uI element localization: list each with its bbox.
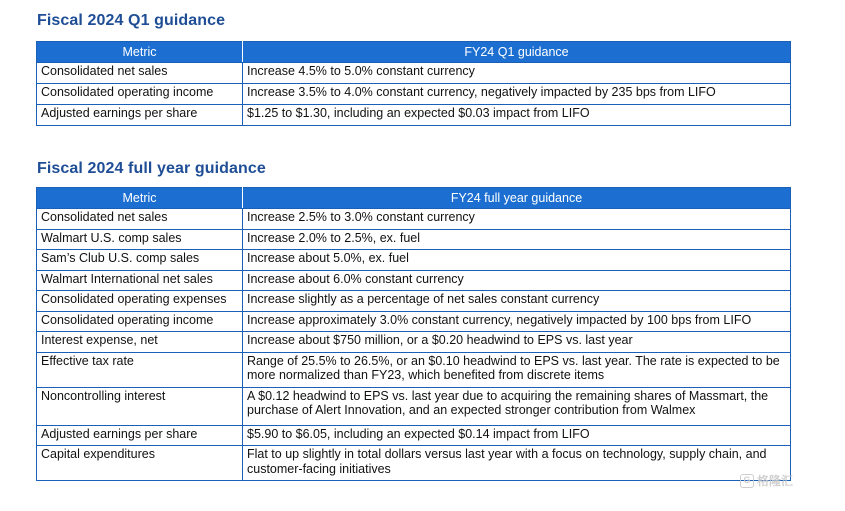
table-row — [37, 105, 791, 126]
guidance-cell: A $0.12 headwind to EPS vs. last year due to acquiring the remaining shares of Massmart, the purchase of Alert Innovation, and an expected stronger contribution from Walmex — [243, 387, 791, 425]
guidance-cell: Increase approximately 3.0% constant currency, negatively impacted by 100 bps from LIFO — [243, 311, 791, 332]
metric-cell: Interest expense, net — [37, 332, 243, 353]
watermark-text: 格隆汇 — [756, 474, 793, 488]
full-year-guidance-title: Fiscal 2024 full year guidance — [37, 160, 266, 177]
guidance-cell: $1.25 to $1.30, including an expected $0.03 impact from LIFO — [243, 105, 791, 126]
table-row — [37, 63, 791, 84]
table-header-row — [37, 188, 791, 209]
g-logo-icon: G — [740, 474, 754, 488]
metric-cell: Consolidated operating income — [37, 84, 243, 105]
metric-cell: Walmart U.S. comp sales — [37, 229, 243, 250]
guidance-cell: Increase about 5.0%, ex. fuel — [243, 250, 791, 271]
guidance-cell: Increase 2.5% to 3.0% constant currency — [243, 209, 791, 230]
full-year-guidance-table — [36, 187, 791, 481]
guidance-cell: Increase about $750 million, or a $0.20 headwind to EPS vs. last year — [243, 332, 791, 353]
table-row — [37, 270, 791, 291]
guidance-cell: Range of 25.5% to 26.5%, or an $0.10 headwind to EPS vs. last year. The rate is expected to be more normalized than FY23, which benefited from discrete items — [243, 352, 791, 387]
table-row — [37, 209, 791, 230]
q1-guidance-title: Fiscal 2024 Q1 guidance — [37, 12, 226, 29]
column-header-metric: Metric — [37, 188, 243, 209]
table-row — [37, 229, 791, 250]
guidance-cell: Increase 4.5% to 5.0% constant currency — [243, 63, 791, 84]
metric-cell: Capital expenditures — [37, 446, 243, 481]
table-row — [37, 84, 791, 105]
metric-cell: Consolidated net sales — [37, 209, 243, 230]
metric-cell: Walmart International net sales — [37, 270, 243, 291]
table-row — [37, 332, 791, 353]
guidance-cell: Increase about 6.0% constant currency — [243, 270, 791, 291]
table-row — [37, 387, 791, 425]
table-row — [37, 291, 791, 312]
column-header-metric: Metric — [37, 42, 243, 63]
metric-cell: Consolidated operating expenses — [37, 291, 243, 312]
guidance-cell: Increase 2.0% to 2.5%, ex. fuel — [243, 229, 791, 250]
table-row — [37, 250, 791, 271]
guidance-cell: $5.90 to $6.05, including an expected $0.14 impact from LIFO — [243, 425, 791, 446]
table-row — [37, 446, 791, 481]
watermark — [740, 472, 793, 489]
guidance-cell: Increase 3.5% to 4.0% constant currency, negatively impacted by 235 bps from LIFO — [243, 84, 791, 105]
table-row — [37, 352, 791, 387]
column-header-guidance: FY24 full year guidance — [243, 188, 791, 209]
guidance-cell: Increase slightly as a percentage of net sales constant currency — [243, 291, 791, 312]
metric-cell: Effective tax rate — [37, 352, 243, 387]
table-row — [37, 311, 791, 332]
table-header-row — [37, 42, 791, 63]
metric-cell: Sam’s Club U.S. comp sales — [37, 250, 243, 271]
metric-cell: Consolidated net sales — [37, 63, 243, 84]
metric-cell: Adjusted earnings per share — [37, 105, 243, 126]
column-header-guidance: FY24 Q1 guidance — [243, 42, 791, 63]
metric-cell: Noncontrolling interest — [37, 387, 243, 425]
q1-guidance-table — [36, 41, 791, 126]
metric-cell: Adjusted earnings per share — [37, 425, 243, 446]
metric-cell: Consolidated operating income — [37, 311, 243, 332]
table-row — [37, 425, 791, 446]
guidance-cell: Flat to up slightly in total dollars versus last year with a focus on technology, supply chain, and customer-facing initiatives — [243, 446, 791, 481]
